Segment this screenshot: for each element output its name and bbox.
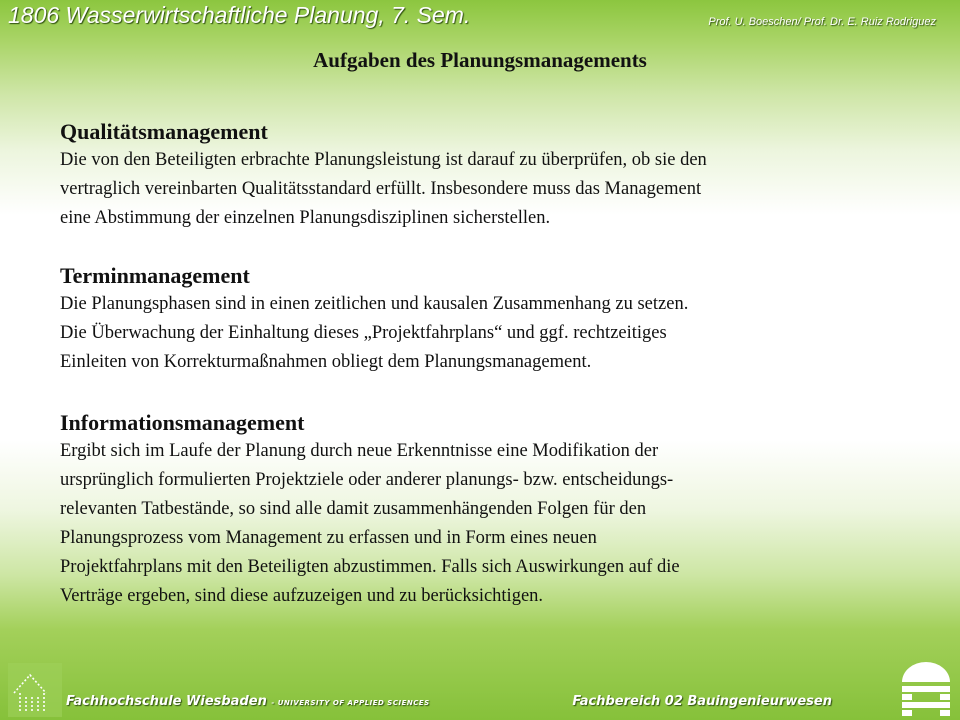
- department-label: Fachbereich 02 Bauingenieurwesen: [572, 694, 832, 709]
- section-heading: Terminmanagement: [60, 263, 250, 288]
- section-heading: Qualitätsmanagement: [60, 119, 268, 144]
- section-heading: Informationsmanagement: [60, 410, 305, 435]
- school-name: Fachhochschule Wiesbaden: [66, 694, 267, 709]
- course-title: 1806 Wasserwirtschaftliche Planung, 7. Sem.: [8, 2, 471, 28]
- section-qualitaetsmanagement: [60, 118, 920, 233]
- body-line: Planungsprozess vom Management zu erfassen und in Form eines neuen: [60, 528, 597, 548]
- slide-title: Aufgaben des Planungsmanagements: [313, 48, 647, 72]
- body-line: Ergibt sich im Laufe der Planung durch neue Erkenntnisse eine Modifikation der: [60, 441, 659, 461]
- school-subtitle: - UNIVERSITY OF APPLIED SCIENCES: [271, 699, 430, 707]
- section-informationsmanagement: [60, 409, 920, 611]
- school-label: [66, 694, 430, 709]
- body-line: Die Planungsphasen sind in einen zeitlichen und kausalen Zusammenhang zu setzen.: [60, 294, 689, 314]
- body-line: Die Überwachung der Einhaltung dieses „Projektfahrplans“ und ggf. rechtzeitiges: [60, 323, 667, 343]
- body-line: Verträge ergeben, sind diese aufzuzeigen und zu berücksichtigen.: [60, 586, 544, 606]
- body-line: Einleiten von Korrekturmaßnahmen obliegt dem Planungsmanagement.: [60, 352, 592, 372]
- body-line: Die von den Beteiligten erbrachte Planungsleistung ist darauf zu überprüfen, ob sie den: [60, 150, 707, 170]
- bridge-logo-icon: [898, 660, 954, 718]
- body-line: vertraglich vereinbarten Qualitätsstandard erfüllt. Insbesondere muss das Management: [60, 179, 702, 199]
- section-terminmanagement: [60, 262, 920, 377]
- house-logo-icon: [8, 663, 62, 717]
- body-line: relevanten Tatbestände, so sind alle damit zusammenhängenden Folgen für den: [60, 499, 647, 519]
- professors-label: Prof. U. Boeschen/ Prof. Dr. E. Ruiz Rodriguez: [708, 16, 936, 28]
- body-line: Projektfahrplans mit den Beteiligten abzustimmen. Falls sich Auswirkungen auf die: [60, 557, 680, 577]
- body-line: eine Abstimmung der einzelnen Planungsdisziplinen sicherstellen.: [60, 208, 551, 228]
- body-line: ursprünglich formulierten Projektziele oder anderer planungs- bzw. entscheidungs-: [60, 470, 674, 490]
